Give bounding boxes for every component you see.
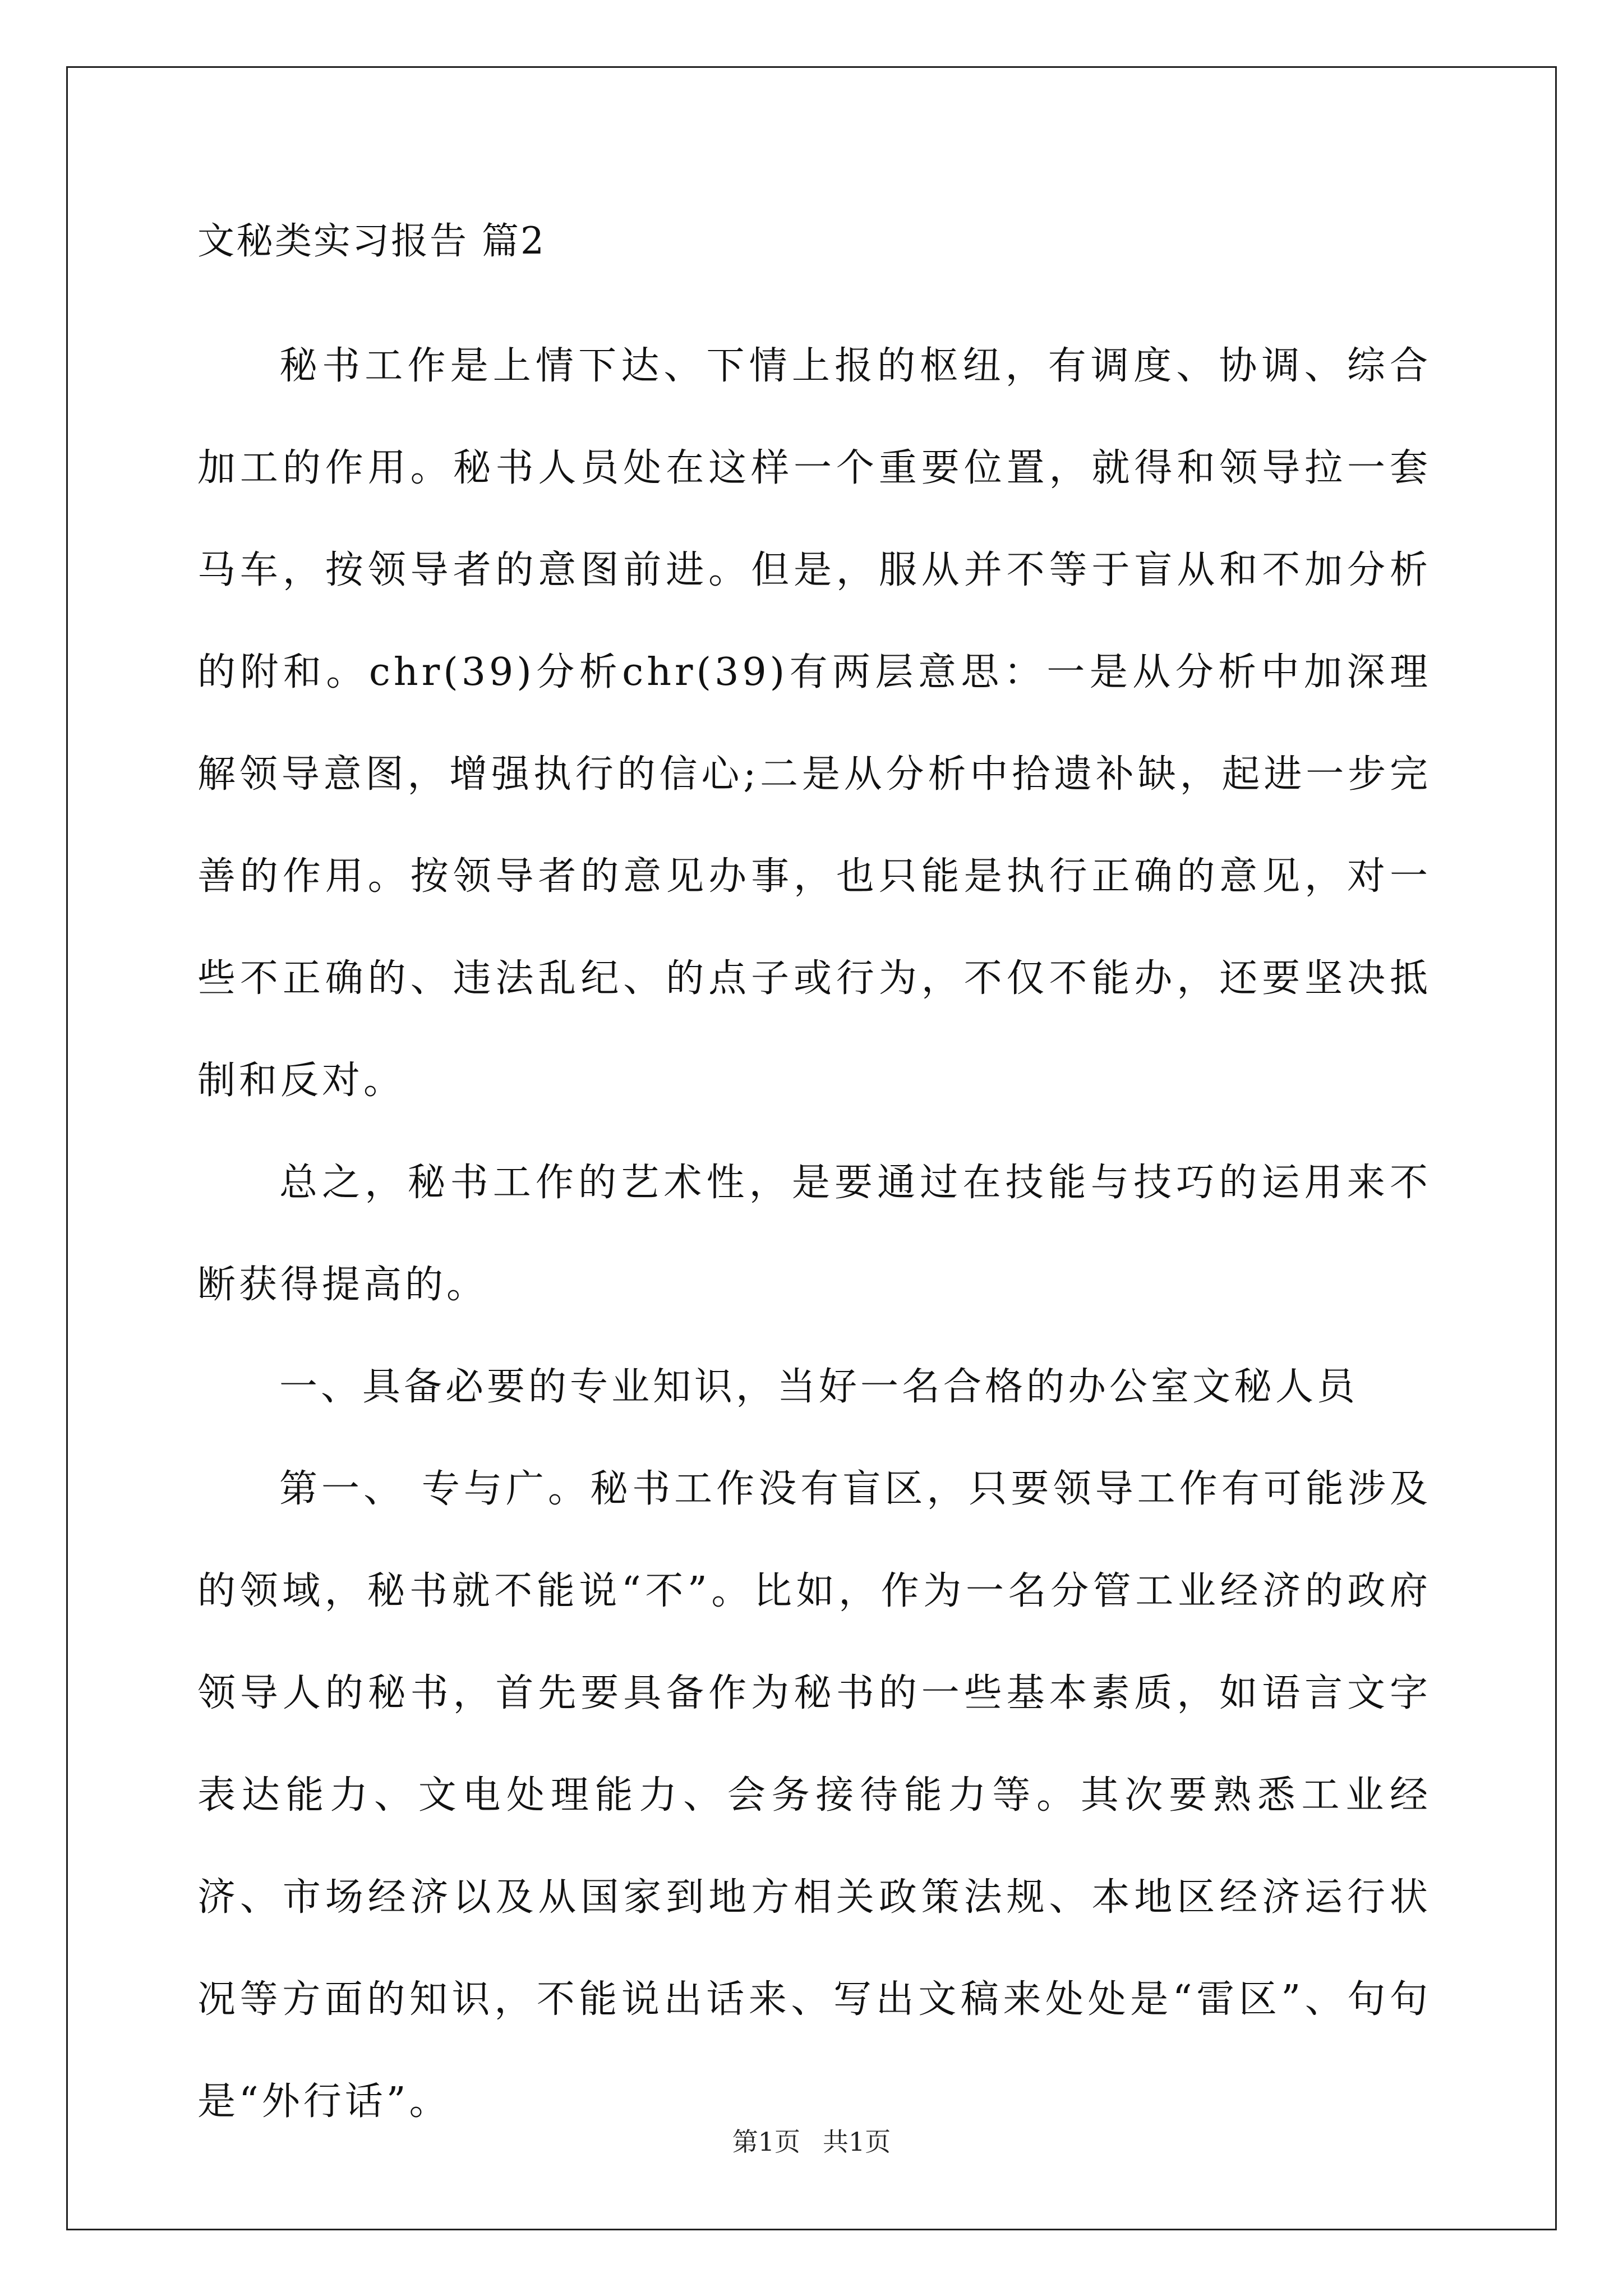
section-heading: 一、具备必要的专业知识，当好一名合格的办公室文秘人员 — [279, 1365, 1359, 1409]
paragraph-3: 第一、 专与广。秘书工作没有盲区，只要领导工作有可能涉及的领域，秘书就不能说“不”。比如，作为一名分管工业经济的政府领导人的秘书，首先要具备作为秘书的一些基本素质，如语言文字表达能力、文电处理能力、会务接待能力等。其次要熟悉工业经济、市场经济以及从国家到地方相关政策法规、本地区经济运行状况等方面的知识，不能说出话来、写出文稿来处处是“雷区”、句句是“外行话”。 — [197, 1467, 1431, 2124]
paragraph-1: 秘书工作是上情下达、下情上报的枢纽，有调度、协调、综合加工的作用。秘书人员处在这样一个重要位置，就得和领导拉一套马车，按领导者的意图前进。但是，服从并不等于盲从和不加分析的附和。chr(39)分析chr(39)有两层意思：一是从分析中加深理解领导意图，增强执行的信心;二是从分析中拾遗补缺，起进一步完善的作用。按领导者的意见办事，也只能是执行正确的意见，对一些不正确的、违法乱纪、的点子或行为，不仅不能办，还要坚决抵制和反对。 — [197, 344, 1431, 1103]
page-footer — [0, 2125, 1623, 2159]
paragraph-2: 总之，秘书工作的艺术性，是要通过在技能与技巧的运用来不断获得提高的。 — [197, 1161, 1431, 1307]
page-number: 第1页 — [732, 2127, 800, 2157]
document-body — [197, 213, 1431, 2153]
page-total: 共1页 — [823, 2127, 891, 2157]
document-title: 文秘类实习报告 篇2 — [197, 219, 546, 263]
